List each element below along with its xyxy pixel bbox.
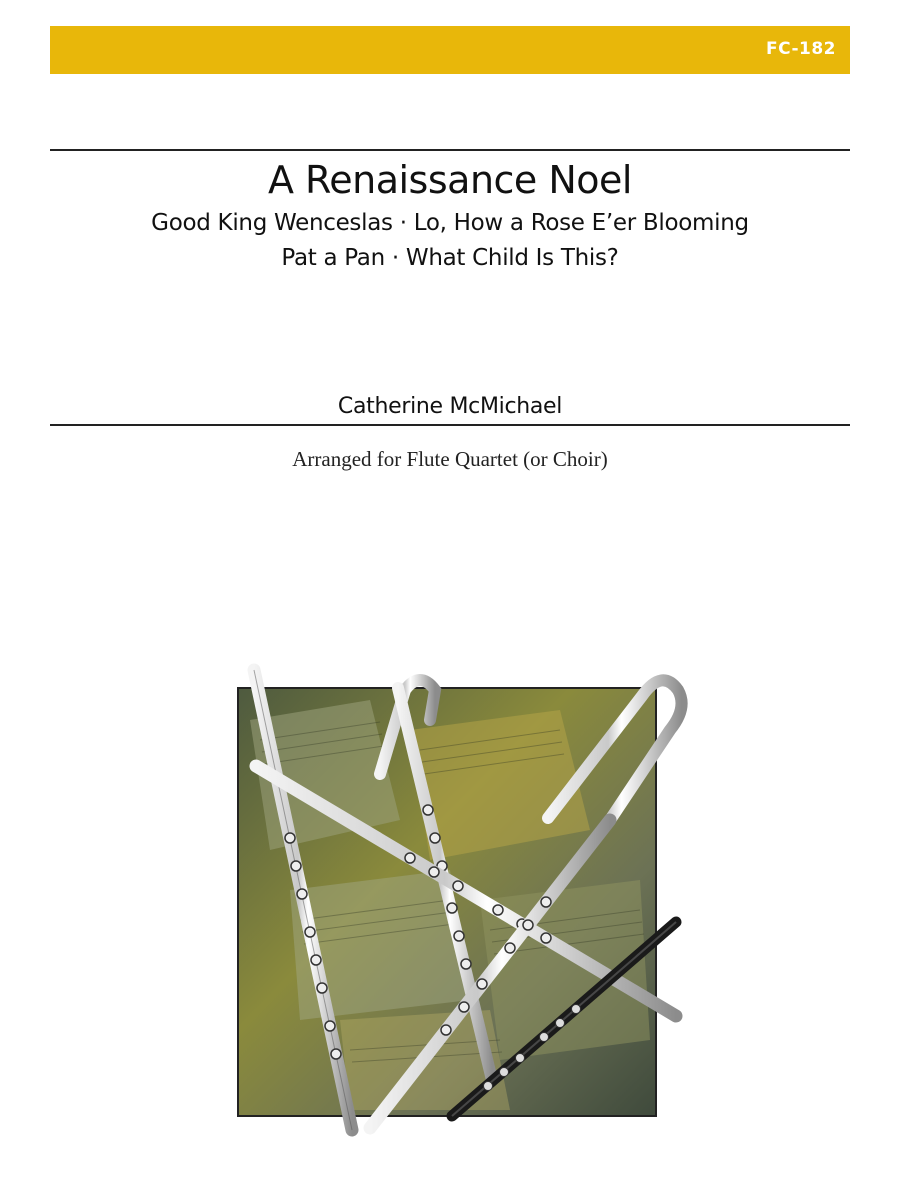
subtitle-line-1: Good King Wenceslas · Lo, How a Rose E’er Blooming [151,210,749,236]
instrumentation-text: Arranged for Flute Quartet (or Choir) [292,447,608,471]
catalog-number: FC-182 [765,39,836,59]
page-title: A Renaissance Noel [267,158,632,202]
cover-artwork [230,660,690,1140]
top-rule [50,149,850,151]
top-color-bar [50,26,850,74]
composer-name: Catherine McMichael [337,394,563,419]
subtitle-line-2: Pat a Pan · What Child Is This? [281,245,619,271]
composer-rule [50,424,850,426]
